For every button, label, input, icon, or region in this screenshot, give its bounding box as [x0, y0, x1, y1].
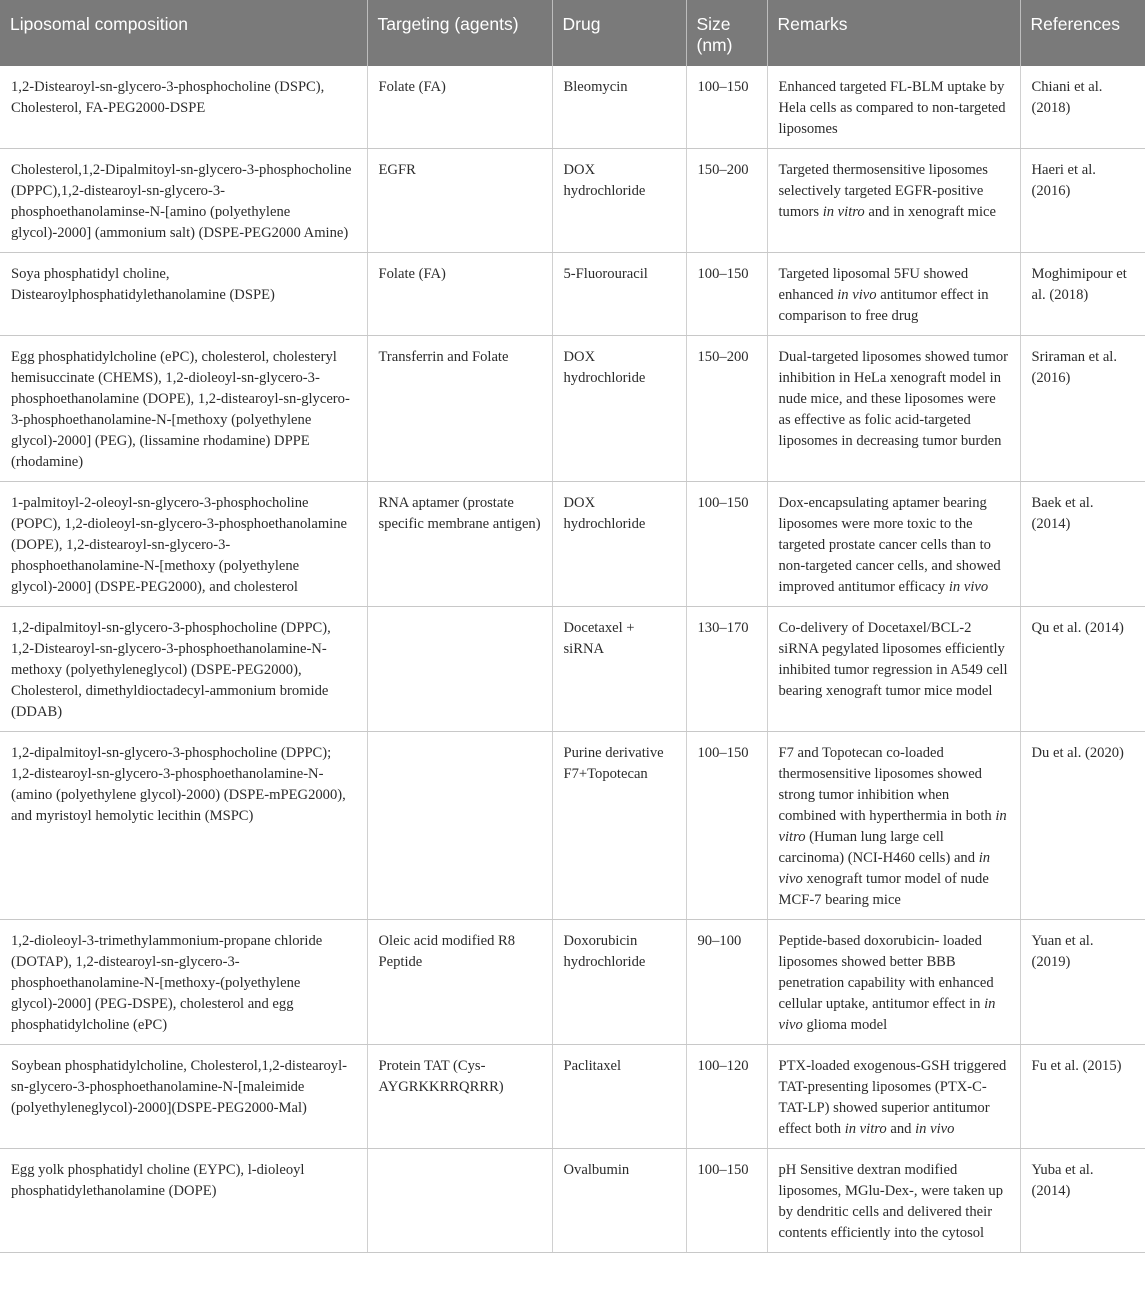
- header-size: Size (nm): [686, 0, 767, 66]
- remark-text: (Human lung large cell carcinoma) (NCI-H460 cells) and: [778, 829, 979, 866]
- cell-remarks: [767, 732, 1020, 920]
- header-row: [0, 0, 1145, 66]
- cell-references: Yuba et al. (2014): [1020, 1149, 1145, 1253]
- table-row: [0, 482, 1145, 607]
- remark-text: Co-delivery of Docetaxel/BCL-2 siRNA pegylated liposomes efficiently inhibited tumor regression in A549 cell bearing xenograft tumor mice model: [778, 620, 1008, 699]
- table-row: [0, 253, 1145, 336]
- cell-remarks: [767, 66, 1020, 149]
- cell-drug: DOX hydrochloride: [552, 336, 686, 482]
- cell-references: Chiani et al. (2018): [1020, 66, 1145, 149]
- remark-italic-text: in vivo: [915, 1121, 955, 1137]
- cell-size: 100–150: [686, 253, 767, 336]
- cell-drug: Paclitaxel: [552, 1045, 686, 1149]
- cell-composition: 1,2-dipalmitoyl-sn-glycero-3-phosphocholine (DPPC), 1,2-Distearoyl-sn-glycero-3-phosphoethanolamine-N-methoxy (polyethyleneglycol) (DSPE-PEG2000), Cholesterol, dimethyldioctadecyl-ammonium bromide (DDAB): [0, 607, 367, 732]
- cell-remarks: [767, 1149, 1020, 1253]
- cell-references: Qu et al. (2014): [1020, 607, 1145, 732]
- cell-references: Du et al. (2020): [1020, 732, 1145, 920]
- remark-text: and: [886, 1121, 916, 1137]
- table-row: [0, 732, 1145, 920]
- remark-italic-text: in vitro: [778, 808, 1007, 845]
- cell-size: 100–120: [686, 1045, 767, 1149]
- cell-size: 100–150: [686, 482, 767, 607]
- cell-composition: Egg yolk phosphatidyl choline (EYPC), l-dioleoyl phosphatidylethanolamine (DOPE): [0, 1149, 367, 1253]
- cell-targeting: [367, 1149, 552, 1253]
- header-drug: Drug: [552, 0, 686, 66]
- cell-remarks: [767, 607, 1020, 732]
- remark-text: Enhanced targeted FL-BLM uptake by Hela cells as compared to non-targeted liposomes: [778, 79, 1006, 137]
- cell-drug: DOX hydrochloride: [552, 149, 686, 253]
- cell-composition: 1,2-Distearoyl-sn-glycero-3-phosphocholine (DSPC), Cholesterol, FA-PEG2000-DSPE: [0, 66, 367, 149]
- cell-size: 150–200: [686, 336, 767, 482]
- cell-size: 100–150: [686, 66, 767, 149]
- cell-size: 100–150: [686, 1149, 767, 1253]
- cell-targeting: Folate (FA): [367, 253, 552, 336]
- table-row: [0, 920, 1145, 1045]
- cell-remarks: [767, 920, 1020, 1045]
- remark-text: glioma model: [802, 1017, 888, 1033]
- cell-drug: Doxorubicin hydrochloride: [552, 920, 686, 1045]
- cell-targeting: Protein TAT (Cys-AYGRKKRRQRRR): [367, 1045, 552, 1149]
- table-row: [0, 149, 1145, 253]
- cell-composition: Egg phosphatidylcholine (ePC), cholesterol, cholesteryl hemisuccinate (CHEMS), 1,2-dioleoyl-sn-glycero-3-phosphoethanolamine (DOPE), 1,2-distearoyl-sn-glycero-3-phosphoethanolamine-N-[methoxy (polyethylene glycol)-2000] (PEG), (lissamine rhodamine) DPPE (rhodamine): [0, 336, 367, 482]
- table-row: [0, 607, 1145, 732]
- remark-text: pH Sensitive dextran modified liposomes, MGlu-Dex-, were taken up by dendritic cells and delivered their contents efficiently into the cytosol: [778, 1162, 1004, 1241]
- table-header: [0, 0, 1145, 66]
- remark-italic-text: in vitro: [844, 1121, 887, 1137]
- table-row: [0, 336, 1145, 482]
- cell-size: 100–150: [686, 732, 767, 920]
- remark-italic-text: in vivo: [948, 579, 989, 595]
- remark-italic-text: in vivo: [778, 996, 996, 1033]
- cell-targeting: Folate (FA): [367, 66, 552, 149]
- cell-drug: Bleomycin: [552, 66, 686, 149]
- cell-targeting: [367, 607, 552, 732]
- cell-references: Yuan et al. (2019): [1020, 920, 1145, 1045]
- cell-remarks: [767, 336, 1020, 482]
- cell-references: Moghimipour et al. (2018): [1020, 253, 1145, 336]
- cell-references: Haeri et al. (2016): [1020, 149, 1145, 253]
- remark-text: F7 and Topotecan co-loaded thermosensitive liposomes showed strong tumor inhibition when combined with hyperthermia in both: [778, 745, 996, 824]
- remark-text: Targeted liposomal 5FU showed enhanced: [778, 266, 969, 303]
- header-targeting: Targeting (agents): [367, 0, 552, 66]
- cell-remarks: [767, 253, 1020, 336]
- cell-targeting: Transferrin and Folate: [367, 336, 552, 482]
- cell-drug: Ovalbumin: [552, 1149, 686, 1253]
- cell-remarks: [767, 149, 1020, 253]
- cell-references: Fu et al. (2015): [1020, 1045, 1145, 1149]
- cell-drug: 5-Fluorouracil: [552, 253, 686, 336]
- remark-text: Dual-targeted liposomes showed tumor inhibition in HeLa xenograft model in nude mice, and these liposomes were as effective as folic acid-targeted liposomes in decreasing tumor burden: [778, 349, 1009, 449]
- remark-text: Dox-encapsulating aptamer bearing liposomes were more toxic to the targeted prostate cancer cells than to non-targeted cancer cells, and showed improved antitumor efficacy: [778, 495, 1001, 595]
- cell-size: 150–200: [686, 149, 767, 253]
- cell-targeting: RNA aptamer (prostate specific membrane antigen): [367, 482, 552, 607]
- cell-targeting: Oleic acid modified R8 Peptide: [367, 920, 552, 1045]
- cell-composition: 1,2-dipalmitoyl-sn-glycero-3-phosphocholine (DPPC); 1,2-distearoyl-sn-glycero-3-phosphoethanolamine-N-(amino (polyethylene glycol)-2000) (DSPE-mPEG2000), and myristoyl hemolytic lecithin (MSPC): [0, 732, 367, 920]
- cell-composition: Cholesterol,1,2-Dipalmitoyl-sn-glycero-3-phosphocholine (DPPC),1,2-distearoyl-sn-glycero-3-phosphoethanolaminse-N-[amino (polyethylene glycol)-2000] (ammonium salt) (DSPE-PEG2000 Amine): [0, 149, 367, 253]
- remark-italic-text: in vivo: [837, 287, 877, 303]
- cell-size: 130–170: [686, 607, 767, 732]
- header-remarks: Remarks: [767, 0, 1020, 66]
- remark-text: xenograft tumor model of nude MCF-7 bearing mice: [778, 871, 989, 908]
- cell-composition: 1,2-dioleoyl-3-trimethylammonium-propane chloride (DOTAP), 1,2-distearoyl-sn-glycero-3-phosphoethanolamine-N-[methoxy-(polyethylene glycol)-2000] (PEG-DSPE), cholesterol and egg phosphatidylcholine (ePC): [0, 920, 367, 1045]
- remark-text: antitumor effect in comparison to free drug: [778, 287, 989, 324]
- cell-remarks: [767, 482, 1020, 607]
- remark-text: and in xenograft mice: [864, 204, 997, 220]
- table-row: [0, 66, 1145, 149]
- cell-drug: Purine derivative F7+Topotecan: [552, 732, 686, 920]
- table-row: [0, 1045, 1145, 1149]
- header-composition: Liposomal composition: [0, 0, 367, 66]
- cell-composition: Soya phosphatidyl choline, Distearoylphosphatidylethanolamine (DSPE): [0, 253, 367, 336]
- table-row: [0, 1149, 1145, 1253]
- table-body: [0, 66, 1145, 1253]
- cell-references: Sriraman et al. (2016): [1020, 336, 1145, 482]
- remark-italic-text: in vivo: [778, 850, 991, 887]
- remark-text: PTX-loaded exogenous-GSH triggered TAT-presenting liposomes (PTX-C-TAT-LP) showed superior antitumor effect both: [778, 1058, 1007, 1137]
- cell-size: 90–100: [686, 920, 767, 1045]
- cell-references: Baek et al. (2014): [1020, 482, 1145, 607]
- cell-drug: Docetaxel + siRNA: [552, 607, 686, 732]
- cell-composition: 1-palmitoyl-2-oleoyl-sn-glycero-3-phosphocholine (POPC), 1,2-dioleoyl-sn-glycero-3-phosphoethanolamine (DOPE), 1,2-distearoyl-sn-glycero-3-phosphoethanolamine-N-[methoxy (polyethylene glycol)-2000] (DSPE-PEG2000), and cholesterol: [0, 482, 367, 607]
- cell-targeting: [367, 732, 552, 920]
- cell-composition: Soybean phosphatidylcholine, Cholesterol,1,2-distearoyl-sn-glycero-3-phosphoethanolamine-N-[maleimide (polyethyleneglycol)-2000](DSPE-PEG2000-Mal): [0, 1045, 367, 1149]
- cell-drug: DOX hydrochloride: [552, 482, 686, 607]
- header-references: References: [1020, 0, 1145, 66]
- remark-text: Peptide-based doxorubicin- loaded liposomes showed better BBB penetration capability with enhanced cellular uptake, antitumor effect in: [778, 933, 994, 1012]
- remark-text: Targeted thermosensitive liposomes selectively targeted EGFR-positive tumors: [778, 162, 988, 220]
- remark-italic-text: in vitro: [822, 204, 865, 220]
- cell-targeting: EGFR: [367, 149, 552, 253]
- cell-remarks: [767, 1045, 1020, 1149]
